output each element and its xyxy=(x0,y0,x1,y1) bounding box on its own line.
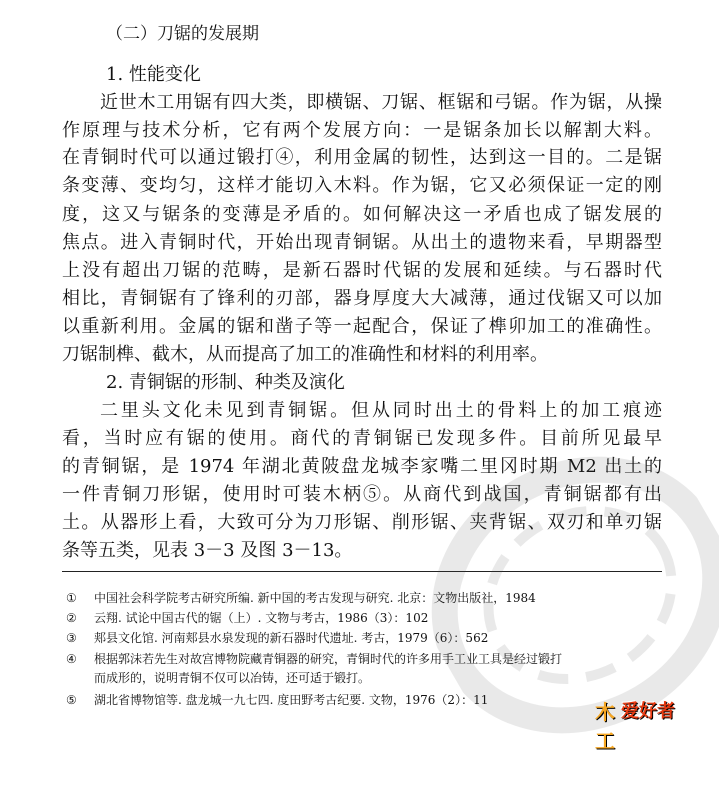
text-line: 上没有超出刀锯的范畴，是新石器时代锯的发展和延续。与石器时代 xyxy=(62,260,662,281)
footnote-number: ② xyxy=(66,611,77,625)
footnote-number: ③ xyxy=(66,631,77,645)
watermark-text: 爱好者 xyxy=(621,701,675,722)
footnote-text: 而成形的，说明青铜不仅可以冶铸，还可适于锻打。 xyxy=(94,671,371,685)
text-line: 二里头文化未见到青铜锯。但从同时出土的骨料上的加工痕迹 xyxy=(100,400,662,421)
text-line: 作原理与技术分析，它有两个发展方向：一是锯条加长以解割大料。 xyxy=(62,120,662,141)
footnote-number: ⑤ xyxy=(66,693,77,707)
footnote xyxy=(66,610,428,626)
footnote-text: 郏县文化馆. 河南郏县水泉发现的新石器时代遗址. 考古，1979（6）：562 xyxy=(94,631,489,645)
text-line: 的青铜锯，是 1974 年湖北黄陂盘龙城李家嘴二里冈时期 M2 出土的 xyxy=(62,456,662,477)
footnote-text: 中国社会科学院考古研究所编. 新中国的考古发现与研究. 北京：文物出版社，1984 xyxy=(94,591,536,605)
text-line: 刀锯制榫、截木，从而提高了加工的准确性和材料的利用率。 xyxy=(62,344,548,365)
footnote-text: 云翔. 试论中国古代的锯（上）. 文物与考古，1986（3）：102 xyxy=(94,611,429,625)
watermark-logo: 木工 xyxy=(595,700,615,753)
text-line: 土。从器形上看，大致可分为刀形锯、削形锯、夹背锯、双刃和单刃锯 xyxy=(62,512,662,533)
text-line: 条等五类，见表 3－3 及图 3－13。 xyxy=(62,540,353,561)
text-line: 焦点。进入青铜时代，开始出现青铜锯。从出土的遗物来看，早期器型 xyxy=(62,232,662,253)
footnote-number: ④ xyxy=(66,652,77,666)
text-line: 条变薄、变均匀，这样才能切入木料。作为锯，它又必须保证一定的刚 xyxy=(62,175,662,196)
text-line: 近世木工用锯有四大类，即横锯、刀锯、框锯和弓锯。作为锯，从操 xyxy=(100,92,662,113)
section2-title: 2. 青铜锯的形制、种类及演化 xyxy=(106,372,345,393)
footnote xyxy=(66,630,488,646)
text-line: 一件青铜刀形锯，使用时可装木柄⑤。从商代到战国，青铜锯都有出 xyxy=(62,484,662,505)
footnote xyxy=(66,692,488,708)
section1-title: 1. 性能变化 xyxy=(106,64,201,85)
text-line: 度，这又与锯条的变薄是矛盾的。如何解决这一矛盾也成了锯发展的 xyxy=(62,204,662,225)
text-line: 相比，青铜锯有了锋利的刃部，器身厚度大大减薄，通过伐锯又可以加 xyxy=(62,288,662,309)
text-line: 在青铜时代可以通过锻打④，利用金属的韧性，达到这一目的。二是锯 xyxy=(62,147,662,168)
footnote-text: 根据郭沫若先生对故宫博物院藏青铜器的研究，青铜时代的许多用手工业工具是经过锻打 xyxy=(94,652,563,666)
text-line: 以重新利用。金属的锯和凿子等一起配合，保证了榫卯加工的准确性。 xyxy=(62,316,662,337)
footnote-text: 湖北省博物馆等. 盘龙城一九七四. 度田野考古纪要. 文物，1976（2）：11 xyxy=(94,693,489,707)
site-watermark xyxy=(595,696,713,753)
footnote-continuation xyxy=(94,670,370,686)
text-line: 看，当时应有锯的使用。商代的青铜锯已发现多件。目前所见最早 xyxy=(62,428,662,449)
footnote-number: ① xyxy=(66,591,77,605)
section-heading: （二）刀锯的发展期 xyxy=(106,24,259,44)
